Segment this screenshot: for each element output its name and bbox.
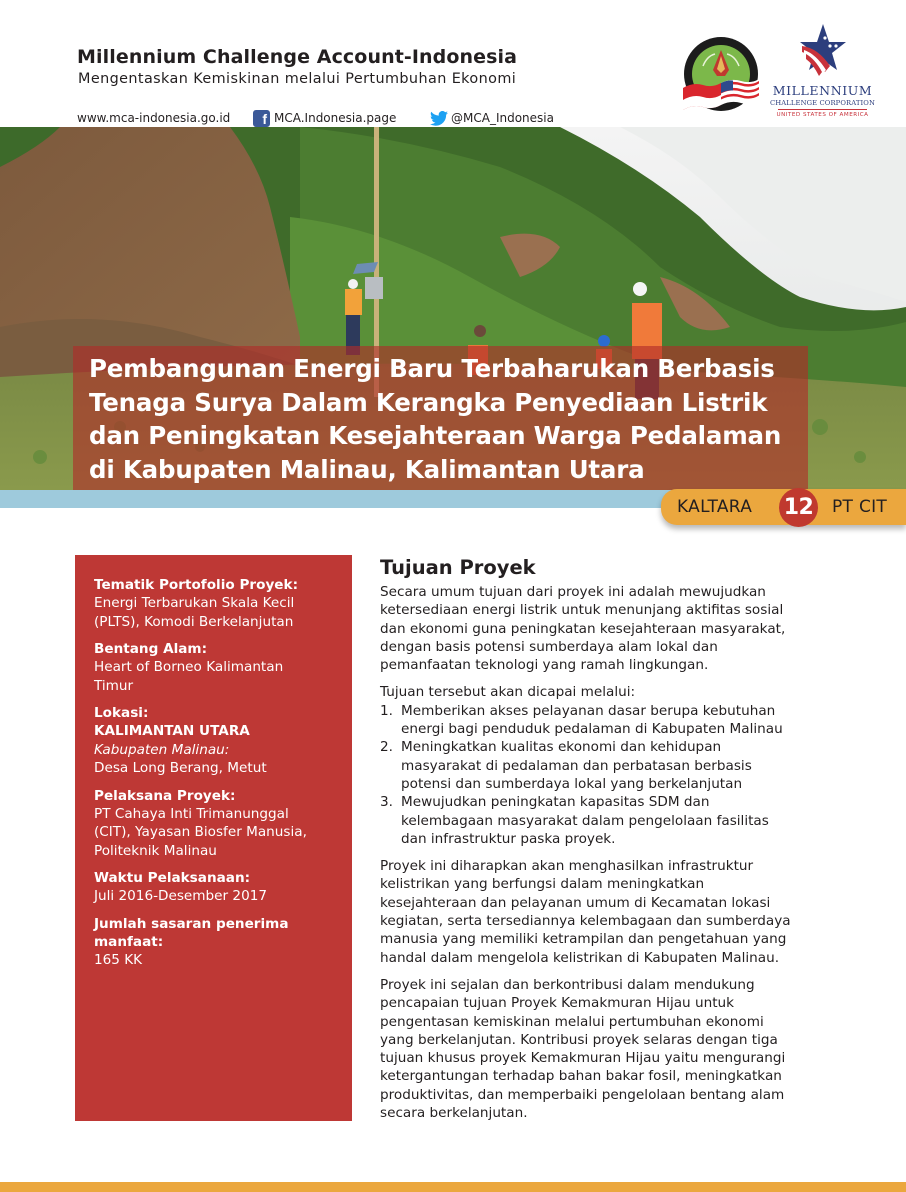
alignment-paragraph [380,976,850,1122]
title-line: Pembangunan Energi Baru Terbaharukan Berbasis [89,354,775,383]
text-line: Secara umum tujuan dari proyek ini adalah mewujudkan [380,584,766,600]
info-thematic-portfolio [94,576,334,631]
mcc-star-icon [800,24,846,78]
list-item [380,793,850,848]
info-province: KALIMANTAN UTARA [94,723,250,739]
facebook-text: MCA.Indonesia.page [274,111,397,125]
title-overlay [73,346,808,491]
info-label: Pelaksana Proyek: [94,787,236,804]
contact-bar [77,110,554,126]
website-link[interactable] [77,111,253,125]
intro-paragraph [380,583,850,674]
info-value: Timur [94,677,134,694]
text-line: handal dalam mengelola kelistrikan di Kabupaten Malinau. [380,949,780,966]
text-line: kegiatan, serta tersediannya kelembagaan dan sumberdaya [380,913,791,930]
region-label: KALTARA [677,497,753,517]
info-value: Politeknik Malinau [94,842,217,859]
facebook-link[interactable] [253,110,430,127]
text-line: produktivitas, dan memperbaiki pengelolaan bentang alam [380,1086,785,1103]
info-value: (PLTS), Komodi Berkelanjutan [94,613,294,630]
list-number: 2. [380,739,393,756]
mcc-subtitle: CHALLENGE CORPORATION [769,99,876,107]
page-title [89,352,804,486]
info-landscape [94,640,334,695]
info-label: Waktu Pelaksanaan: [94,870,251,886]
text-line: dengan basis potensi sumberdaya alam lokal dan [380,638,718,655]
project-number-badge: 12 [779,488,818,527]
info-value: Desa Long Berang, Metut [94,760,267,776]
objectives-list [380,702,850,848]
page-header [0,0,906,127]
hero-banner [0,127,906,491]
info-value: Heart of Borneo Kalimantan [94,659,284,675]
partner-label: PT CIT [832,497,888,517]
text-line: yang berkelanjutan. Kontribusi proyek selaras dengan tiga [380,1031,778,1048]
mcc-country: UNITED STATES OF AMERICA [776,112,869,118]
info-regency: Kabupaten Malinau: [94,741,230,758]
info-value: Juli 2016-Desember 2017 [94,888,268,904]
mcc-name: MILLENNIUM [772,83,873,98]
text-line: Meningkatkan kualitas ekonomi dan kehidupan [401,739,722,756]
title-line: dan Peningkatan Kesejahteraan Warga Pedalaman [89,421,782,450]
outcome-paragraph [380,857,850,967]
text-line: kelistrikan yang berfungsi dalam meningkatkan [380,876,705,893]
org-title: Millennium Challenge Account-Indonesia [77,46,518,68]
info-value: (CIT), Yayasan Biosfer Manusia, [94,824,307,840]
info-label: Tematik Portofolio Proyek: [94,577,299,593]
mcc-logo [760,24,885,122]
text-line: secara berkelanjutan. [380,1105,528,1122]
info-value: PT Cahaya Inti Trimanunggal [94,805,289,822]
text-line: energi bagi penduduk pedalaman di Kabupaten Malinau [401,721,783,738]
info-value: Energi Terbarukan Skala Kecil [94,595,295,611]
main-content [380,556,850,1131]
twitter-icon [430,111,448,126]
info-label: Bentang Alam: [94,641,208,657]
list-item [380,738,850,793]
info-beneficiaries [94,915,334,970]
info-location [94,704,334,778]
text-line: Memberikan akses pelayanan dasar berupa kebutuhan [401,702,776,719]
text-line: manusia yang memiliki ketrampilan dan pengetahuan yang [380,931,787,948]
org-tagline: Mengentaskan Kemiskinan melalui Pertumbuhan Ekonomi [78,71,517,87]
text-line: pencapaian tujuan Proyek Kemakmuran Hijau untuk [380,995,735,1012]
website-text: www.mca-indonesia.go.id [77,111,231,125]
mca-indonesia-seal-logo [679,36,763,118]
facebook-icon: f [253,110,270,127]
list-number: 3. [380,794,393,811]
text-line: pengentasan kemiskinan melalui pertumbuhan ekonomi [380,1013,764,1030]
mcc-divider [778,109,867,110]
twitter-text: @MCA_Indonesia [451,111,554,125]
section-heading: Tujuan Proyek [380,556,536,579]
text-line: ketersediaan energi listrik untuk menunjang aktifitas sosial [380,602,784,619]
info-label: Jumlah sasaran penerima [94,915,289,932]
footer-orange-bar [0,1182,906,1192]
text-line: Proyek ini sejalan dan berkontribusi dalam mendukung [380,976,755,993]
info-label: manfaat: [94,933,164,950]
title-line: di Kabupaten Malinau, Kalimantan Utara [89,454,645,484]
text-line: Mewujudkan peningkatan kapasitas SDM dan [401,794,710,811]
info-value: 165 KK [94,951,143,968]
list-item [380,702,850,739]
text-line: pemanfaatan teknologi yang ramah lingkungan. [380,657,709,674]
text-line: ketergantungan terhadap bahan bakar fosil, meningkatkan [380,1068,782,1085]
info-timeline [94,869,334,906]
project-info-sidebar [75,555,352,1121]
text-line: kesejahteraan dan pelayanan umum di Kecamatan lokasi [380,894,771,911]
info-label: Lokasi: [94,705,149,721]
project-tag-pill [661,489,906,525]
list-number: 1. [380,702,393,719]
text-line: masyarakat di pedalaman dan perbatasan berbasis [401,757,752,774]
info-implementer [94,787,334,861]
text-line: potensi dan sumberdaya lokal yang berkelanjutan [401,775,743,792]
twitter-link[interactable] [430,111,554,126]
text-line: dan infrastruktur paska proyek. [401,830,616,847]
text-line: kelembagaan masyarakat dalam pengelolaan fasilitas [401,812,769,829]
title-line: Tenaga Surya Dalam Kerangka Penyediaan Listrik [89,387,768,417]
text-line: Proyek ini diharapkan akan menghasilkan infrastruktur [380,858,754,875]
text-line: dan ekonomi guna peningkatan kesejahteraan masyarakat, [380,620,786,637]
list-intro: Tujuan tersebut akan dicapai melalui: [380,684,636,701]
text-line: tujuan khusus proyek Kemakmuran Hijau yaitu mengurangi [380,1050,786,1067]
